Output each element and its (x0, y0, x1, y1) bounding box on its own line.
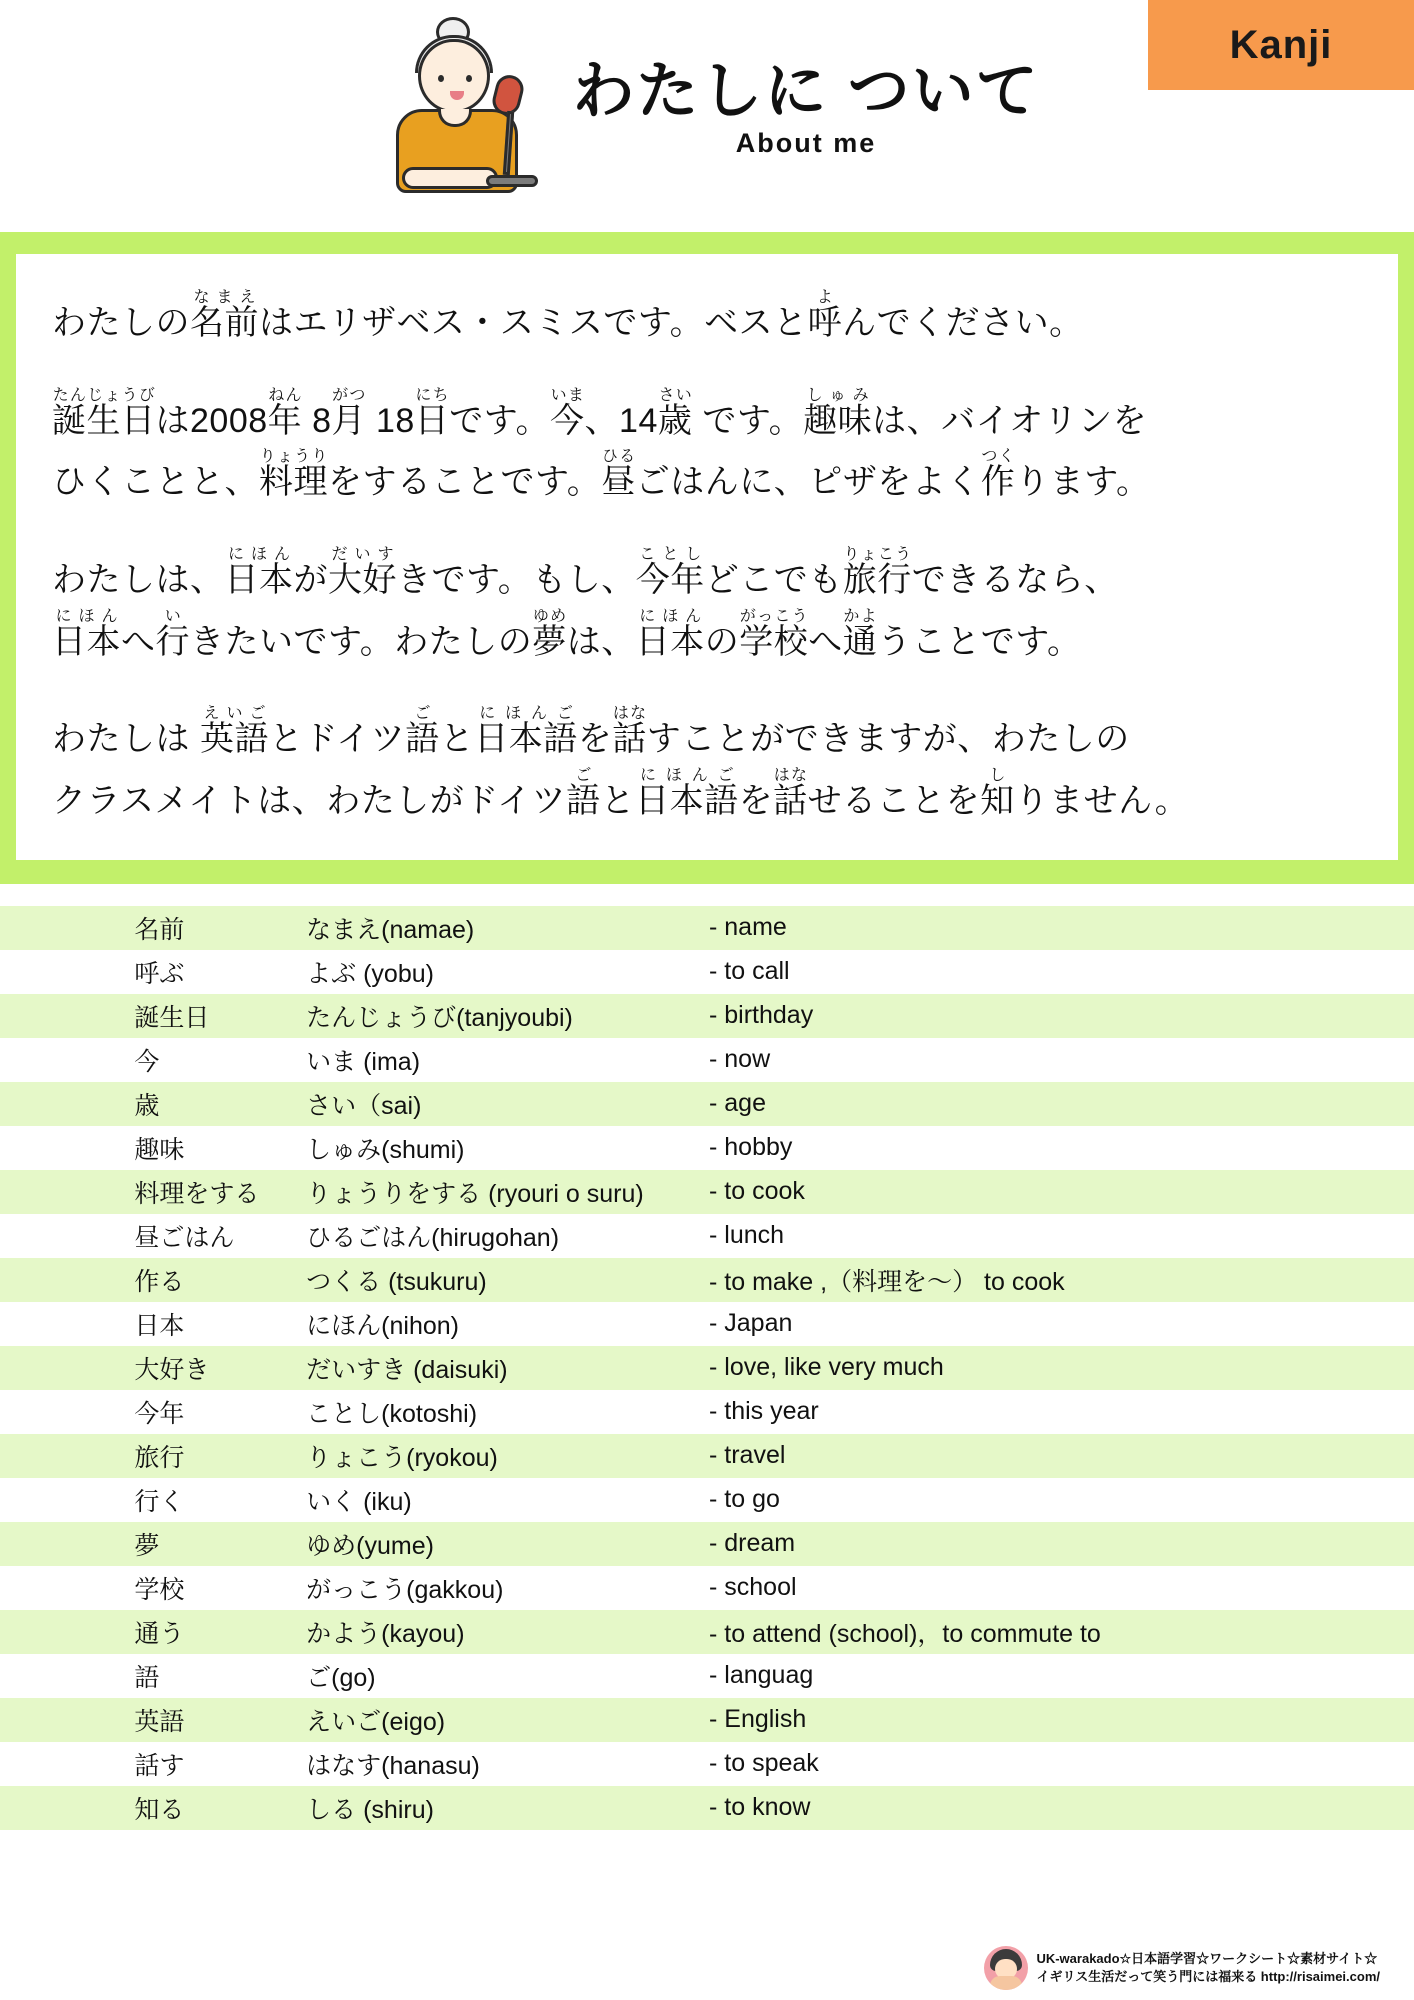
vocab-reading: よぶ (yobu) (306, 959, 434, 988)
vocab-reading: にほん(nihon) (306, 1311, 459, 1340)
kanji-with-furigana: 学校がっこう (739, 607, 809, 661)
table-row (0, 1566, 1414, 1610)
vocab-reading: ゆめ(yume) (306, 1531, 434, 1560)
row-left-pad (0, 1346, 44, 1390)
row-left-pad (0, 1654, 44, 1698)
kanji-with-furigana: 英語えいご (199, 705, 269, 759)
vocab-reading: つくる (tsukuru) (306, 1267, 487, 1296)
passage-paragraph (52, 537, 1362, 660)
vocab-kanji: 作る (134, 1267, 185, 1296)
vocab-kanji: 歳 (134, 1091, 160, 1120)
vocab-reading: だいすき (daisuki) (306, 1355, 508, 1384)
vocab-meaning: - English (709, 1705, 807, 1734)
vocab-meaning: - to attend (school)，to commute to (709, 1619, 1101, 1648)
row-left-pad (0, 1258, 44, 1302)
passage-text: を (577, 720, 613, 759)
table-row (0, 1214, 1414, 1258)
vocab-meaning: - travel (709, 1441, 786, 1470)
vocab-reading: ことし(kotoshi) (306, 1399, 478, 1428)
passage-line (52, 599, 1362, 661)
passage-text: はエリザベス・スミスです。ベスと (259, 304, 808, 342)
vocab-kanji: 通う (134, 1619, 185, 1648)
row-left-pad (0, 1082, 44, 1126)
row-left-pad (0, 950, 44, 994)
row-left-pad (0, 1126, 44, 1170)
passage-text: んでください。 (842, 304, 1084, 342)
row-left-pad (0, 1610, 44, 1654)
vocab-reading: かよう(kayou) (306, 1619, 465, 1648)
vocab-meaning: - lunch (709, 1221, 785, 1250)
vocab-kanji: 旅行 (134, 1443, 185, 1472)
kanji-with-furigana: 通かよ (842, 607, 878, 661)
passage-paragraph (52, 378, 1362, 501)
table-row (0, 1610, 1414, 1654)
kanji-with-furigana: 名前なまえ (190, 289, 259, 342)
passage-line (52, 280, 1362, 342)
passage-text: わたしは (52, 720, 200, 759)
table-row (0, 1434, 1414, 1478)
kanji-with-furigana: 夢ゆめ (532, 607, 567, 661)
kanji-with-furigana: 作つく (980, 448, 1016, 502)
vocab-meaning: - to make ,（料理を〜） to cook (709, 1267, 1065, 1296)
vocab-meaning: - to speak (709, 1749, 819, 1778)
passage-text: ひくことと、 (52, 463, 259, 502)
vocab-reading: いま (ima) (306, 1047, 421, 1076)
passage-body (16, 254, 1398, 860)
vocab-meaning: - Japan (709, 1309, 793, 1338)
kanji-with-furigana: 日にち (414, 386, 450, 440)
passage-text: をすることです。 (328, 463, 602, 502)
kanji-with-furigana: 日本にほん (635, 607, 705, 661)
kanji-with-furigana: 日本語にほんご (635, 767, 739, 821)
passage-line (52, 537, 1362, 599)
row-left-pad (0, 1742, 44, 1786)
table-row (0, 1082, 1414, 1126)
kanji-with-furigana: 月がつ (331, 386, 366, 440)
girl-with-microphone-icon (374, 17, 544, 212)
kanji-with-furigana: 旅行りょこう (842, 546, 912, 600)
passage-text: と (439, 720, 475, 759)
table-row (0, 1522, 1414, 1566)
passage-text: の (704, 622, 740, 661)
passage-text: は2008 (155, 401, 268, 440)
table-row (0, 950, 1414, 994)
row-left-pad (0, 1390, 44, 1434)
vocab-kanji: 語 (134, 1663, 160, 1692)
table-row (0, 1742, 1414, 1786)
vocab-reading: がっこう(gakkou) (306, 1575, 504, 1604)
row-left-pad (0, 1170, 44, 1214)
vocab-kanji: 日本 (134, 1311, 185, 1340)
kanji-with-furigana: 話はな (612, 705, 647, 759)
vocab-kanji: 今 (134, 1047, 160, 1076)
passage-text: きです。もし、 (397, 561, 636, 600)
vocab-reading: しる (shiru) (306, 1795, 434, 1824)
kanji-with-furigana: 誕生日たんじょうび (52, 386, 156, 440)
passage-paragraph (52, 280, 1362, 342)
vocab-kanji: 名前 (134, 915, 185, 944)
vocab-reading: ひるごはん(hirugohan) (306, 1223, 560, 1252)
site-credit-line1: UK-warakado☆日本語学習☆ワークシート☆素材サイト☆ (1036, 1951, 1378, 1967)
vocab-reading: なまえ(namae) (306, 915, 475, 944)
kanji-with-furigana: 今年ことし (635, 546, 705, 600)
passage-text: どこでも (704, 561, 843, 600)
kanji-with-furigana: 話はな (773, 767, 808, 821)
passage-text: わたしの (52, 304, 190, 342)
vocab-kanji: 趣味 (134, 1135, 185, 1164)
passage-text: 8 (302, 401, 332, 440)
passage-text: わたしは、 (52, 561, 225, 600)
kanji-with-furigana: 歳さい (657, 386, 693, 440)
row-left-pad (0, 1698, 44, 1742)
passage-text: です。 (692, 401, 804, 440)
passage-text: 18 (366, 401, 415, 440)
vocab-meaning: - school (709, 1573, 797, 1602)
vocab-reading: えいご(eigo) (306, 1707, 446, 1736)
table-row (0, 1170, 1414, 1214)
row-left-pad (0, 1786, 44, 1830)
vocab-meaning: - languag (709, 1661, 814, 1690)
passage-text: ごはんに、ピザをよく (635, 463, 981, 502)
table-row (0, 1302, 1414, 1346)
table-row (0, 994, 1414, 1038)
table-row (0, 1390, 1414, 1434)
kanji-with-furigana: 料理りょうり (259, 448, 328, 502)
vocabulary-table (0, 906, 1414, 1830)
table-row (0, 1478, 1414, 1522)
vocab-meaning: - hobby (709, 1133, 793, 1162)
vocab-meaning: - name (709, 913, 787, 942)
passage-text: きたいです。わたしの (190, 622, 533, 661)
passage-text: とドイツ (268, 720, 406, 759)
vocab-meaning: - birthday (709, 1001, 814, 1030)
passage-line (52, 439, 1362, 501)
passage-text: できるなら、 (911, 561, 1119, 600)
passage-line (52, 696, 1362, 758)
site-avatar-icon (984, 1946, 1028, 1990)
passage-text: が (293, 561, 328, 600)
vocab-reading: いく (iku) (306, 1487, 412, 1516)
kanji-with-furigana: 今いま (550, 386, 585, 440)
kanji-with-furigana: 日本にほん (224, 546, 294, 600)
passage-text: りません。 (1014, 782, 1190, 821)
kanji-with-furigana: 行い (155, 607, 190, 661)
vocab-kanji: 誕生日 (134, 1003, 210, 1032)
page-title: わたしに ついて (572, 56, 1040, 126)
table-row (0, 906, 1414, 950)
passage-frame (0, 232, 1414, 884)
vocab-kanji: 料理をする (134, 1179, 260, 1208)
passage-text: は、 (566, 622, 636, 661)
row-left-pad (0, 1302, 44, 1346)
row-left-pad (0, 994, 44, 1038)
kanji-with-furigana: 知し (980, 767, 1015, 821)
vocab-kanji: 学校 (134, 1575, 185, 1604)
vocab-kanji: 昼ごはん (134, 1223, 235, 1252)
passage-text: ります。 (1015, 463, 1151, 502)
title-block (572, 57, 1039, 159)
kanji-with-furigana: 日本にほん (52, 607, 121, 661)
header-content (0, 0, 1414, 228)
vocab-kanji: 行く (134, 1487, 185, 1516)
kanji-badge: Kanji (1148, 0, 1414, 90)
table-row (0, 1698, 1414, 1742)
passage-text: すことができますが、わたしの (646, 720, 1130, 759)
table-row (0, 1346, 1414, 1390)
vocab-kanji: 話す (134, 1751, 185, 1780)
kanji-with-furigana: 昼ひる (601, 448, 636, 502)
site-credit-text (1036, 1950, 1380, 1985)
row-left-pad (0, 1038, 44, 1082)
passage-text: と (600, 782, 636, 821)
vocab-reading: たんじょうび(tanjyoubi) (306, 1003, 573, 1032)
passage-text: へ (808, 622, 843, 661)
row-left-pad (0, 906, 44, 950)
vocab-kanji: 今年 (134, 1399, 185, 1428)
vocab-reading: ご(go) (306, 1663, 376, 1692)
vocab-meaning: - love, like very much (709, 1353, 944, 1382)
row-left-pad (0, 1478, 44, 1522)
row-left-pad (0, 1522, 44, 1566)
table-row (0, 1258, 1414, 1302)
vocab-meaning: - to cook (709, 1177, 805, 1206)
kanji-with-furigana: 語ご (405, 705, 440, 759)
table-row (0, 1654, 1414, 1698)
kanji-with-furigana: 大好だいす (328, 546, 397, 600)
row-left-pad (0, 1434, 44, 1478)
kanji-with-furigana: 日本語にほんご (474, 705, 578, 759)
kanji-with-furigana: 趣味しゅみ (803, 386, 873, 440)
passage-text: 、14 (584, 401, 658, 440)
kanji-with-furigana: 語ご (566, 767, 601, 821)
passage-text: は、バイオリンを (872, 401, 1148, 440)
vocab-meaning: - dream (709, 1529, 796, 1558)
vocab-meaning: - age (709, 1089, 766, 1118)
page-header (0, 0, 1414, 228)
site-credit-line2: イギリス生活だって笑う門には福来る http://risaimei.com/ (1036, 1969, 1380, 1984)
passage-text: せることを (807, 782, 981, 821)
passage-text: です。 (449, 401, 551, 440)
passage-text: うことです。 (877, 622, 1082, 661)
table-row (0, 1786, 1414, 1830)
vocab-kanji: 大好き (134, 1355, 210, 1384)
vocab-kanji: 夢 (134, 1531, 160, 1560)
passage-text: を (738, 782, 774, 821)
table-row (0, 1038, 1414, 1082)
vocab-reading: しゅみ(shumi) (306, 1135, 465, 1164)
vocab-reading: りょうりをする (ryouri o suru) (306, 1179, 644, 1208)
vocab-reading: はなす(hanasu) (306, 1751, 480, 1780)
kanji-with-furigana: 年ねん (267, 386, 303, 440)
vocab-kanji: 知る (134, 1795, 185, 1824)
row-left-pad (0, 1214, 44, 1258)
kanji-with-furigana: 呼よ (807, 289, 843, 342)
passage-paragraph (52, 696, 1362, 819)
passage-line (52, 758, 1362, 820)
vocab-meaning: - now (709, 1045, 771, 1074)
vocab-reading: さい（sai) (306, 1091, 422, 1120)
vocab-meaning: - this year (709, 1397, 819, 1426)
row-left-pad (0, 1566, 44, 1610)
passage-line (52, 378, 1362, 440)
vocab-meaning: - to call (709, 957, 790, 986)
page-subtitle: About me (735, 128, 877, 159)
vocab-kanji: 英語 (134, 1707, 185, 1736)
passage-text: クラスメイトは、わたしがドイツ (52, 782, 567, 821)
vocab-meaning: - to go (709, 1485, 780, 1514)
passage-text: へ (121, 622, 156, 661)
table-row (0, 1126, 1414, 1170)
vocab-meaning: - to know (709, 1793, 811, 1822)
site-credit (984, 1946, 1380, 1990)
vocab-kanji: 呼ぶ (134, 959, 185, 988)
vocab-reading: りょこう(ryokou) (306, 1443, 498, 1472)
